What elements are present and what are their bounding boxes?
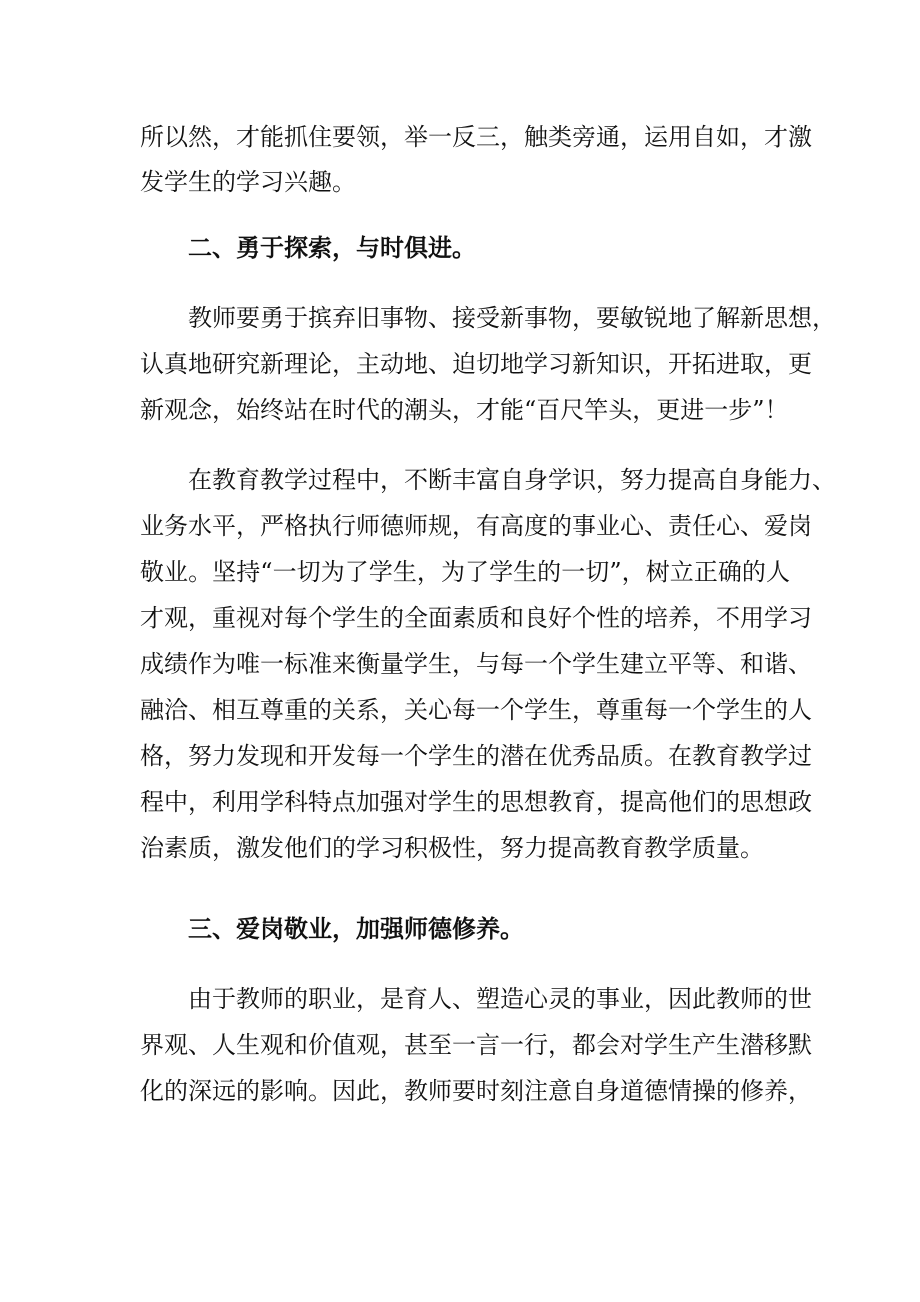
- paragraph-4-line: 由于教师的职业，是育人、塑造心灵的事业，因此教师的世: [188, 985, 812, 1013]
- section-heading-2: 二、勇于探索，与时俱进。: [188, 234, 476, 262]
- paragraph-3-line: 敬业。坚持“一切为了学生，为了学生的一切”，树立正确的人: [140, 558, 790, 586]
- paragraph-3-line: 程中，利用学科特点加强对学生的思想教育，提高他们的思想政: [140, 788, 812, 816]
- paragraph-2-line: 新观念，始终站在时代的潮头，才能“百尺竿头，更进一步”！: [140, 396, 789, 424]
- paragraph-4-line: 界观、人生观和价值观，甚至一言一行，都会对学生产生潜移默: [140, 1031, 812, 1059]
- paragraph-2-line: 认真地研究新理论，主动地、迫切地学习新知识，开拓进取，更: [140, 350, 812, 378]
- paragraph-3-line: 治素质，激发他们的学习积极性，努力提高教育教学质量。: [140, 834, 764, 862]
- paragraph-3-line: 成绩作为唯一标准来衡量学生，与每一个学生建立平等、和谐、: [140, 650, 812, 678]
- paragraph-3-line: 融洽、相互尊重的关系，关心每一个学生，尊重每一个学生的人: [140, 696, 812, 724]
- paragraph-4-line: 化的深远的影响。因此，教师要时刻注意自身道德情操的修养，: [140, 1077, 812, 1105]
- paragraph-3-line: 在教育教学过程中，不断丰富自身学识，努力提高自身能力、: [188, 466, 836, 494]
- paragraph-3-line: 才观，重视对每个学生的全面素质和良好个性的培养，不用学习: [140, 604, 812, 632]
- paragraph-3-line: 业务水平，严格执行师德师规，有高度的事业心、责任心、爱岗: [140, 512, 812, 540]
- paragraph-3-line: 格，努力发现和开发每一个学生的潜在优秀品质。在教育教学过: [140, 742, 812, 770]
- section-heading-3: 三、爱岗敬业，加强师德修养。: [188, 915, 524, 943]
- paragraph-2-line: 教师要勇于摈弃旧事物、接受新事物，要敏锐地了解新思想，: [188, 304, 836, 332]
- paragraph-1-line: 发学生的学习兴趣。: [140, 168, 356, 196]
- paragraph-1-line: 所以然，才能抓住要领，举一反三，触类旁通，运用自如，才激: [140, 123, 812, 151]
